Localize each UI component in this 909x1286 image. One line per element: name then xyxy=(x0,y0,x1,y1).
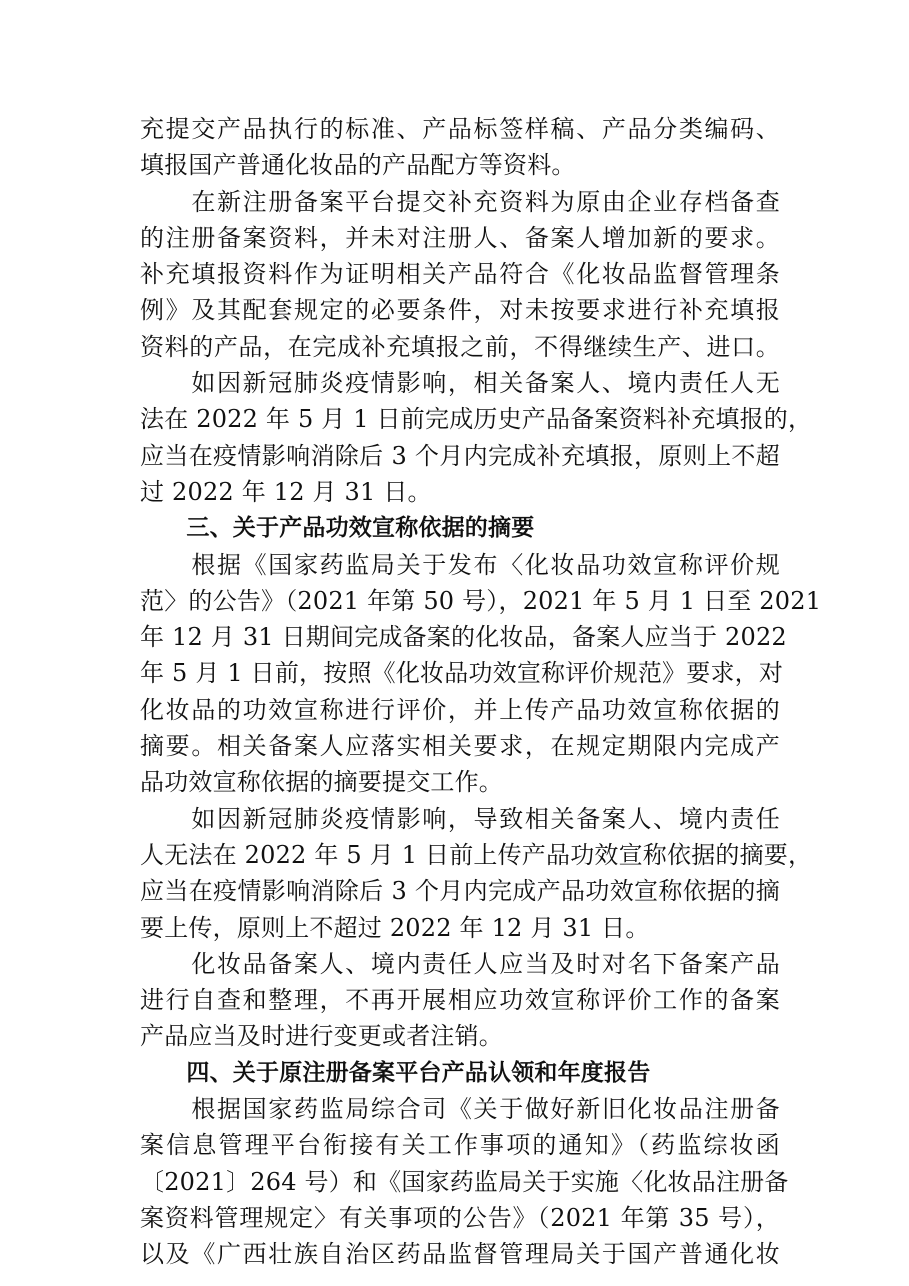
text-line: 根据国家药监局综合司《关于做好新旧化妆品注册备 xyxy=(140,1095,780,1124)
text-line: 填报国产普通化妆品的产品配方等资料。 xyxy=(140,151,576,180)
text-line: 摘要。相关备案人应落实相关要求，在规定期限内完成产 xyxy=(140,732,780,761)
text-line: 应当在疫情影响消除后 3 个月内完成补充填报，原则上不超 xyxy=(140,441,780,470)
text-line: 充提交产品执行的标准、产品标签样稿、产品分类编码、 xyxy=(140,115,780,143)
text-line: 年 12 月 31 日期间完成备案的化妆品，备案人应当于 2022 xyxy=(140,623,787,652)
document-body xyxy=(140,111,822,1273)
text-line: 例》及其配套规定的必要条件，对未按要求进行补充填报 xyxy=(140,296,780,325)
text-line: 应当在疫情影响消除后 3 个月内完成产品功效宣称依据的摘 xyxy=(140,877,780,906)
text-line: 如因新冠肺炎疫情影响，相关备案人、境内责任人无 xyxy=(140,369,780,398)
text-line: 以及《广西壮族自治区药品监督管理局关于国产普通化妆 xyxy=(140,1240,780,1269)
text-line: 要上传，原则上不超过 2022 年 12 月 31 日。 xyxy=(140,913,650,942)
text-line: 化妆品的功效宣称进行评价，并上传产品功效宣称依据的 xyxy=(140,695,780,724)
text-line: 化妆品备案人、境内责任人应当及时对名下备案产品 xyxy=(140,949,780,978)
section-heading: 四、关于原注册备案平台产品认领和年度报告 xyxy=(140,1059,651,1086)
text-line: 进行自查和整理，不再开展相应功效宣称评价工作的备案 xyxy=(140,986,780,1015)
text-line: 品功效宣称依据的摘要提交工作。 xyxy=(140,768,503,797)
text-line: 产品应当及时进行变更或者注销。 xyxy=(140,1022,503,1051)
text-line: 如因新冠肺炎疫情影响，导致相关备案人、境内责任 xyxy=(140,804,780,833)
text-line: 案信息管理平台衔接有关工作事项的通知》（药监综妆函 xyxy=(140,1131,780,1160)
text-line: 〔2021〕264 号）和《国家药监局关于实施〈化妆品注册备 xyxy=(140,1167,789,1196)
text-line: 过 2022 年 12 月 31 日。 xyxy=(140,477,432,506)
text-line: 法在 2022 年 5 月 1 日前完成历史产品备案资料补充填报的， xyxy=(140,405,813,434)
text-line: 的注册备案资料，并未对注册人、备案人增加新的要求。 xyxy=(140,223,780,252)
text-line: 人无法在 2022 年 5 月 1 日前上传产品功效宣称依据的摘要， xyxy=(140,840,813,869)
text-line: 年 5 月 1 日前，按照《化妆品功效宣称评价规范》要求，对 xyxy=(140,659,784,688)
text-line: 资料的产品，在完成补充填报之前，不得继续生产、进口。 xyxy=(140,332,780,361)
text-line: 案资料管理规定〉有关事项的公告》（2021 年第 35 号）， xyxy=(140,1203,780,1232)
text-line: 在新注册备案平台提交补充资料为原由企业存档备查 xyxy=(140,187,780,216)
section-heading: 三、关于产品功效宣称依据的摘要 xyxy=(140,515,535,542)
text-line: 根据《国家药监局关于发布〈化妆品功效宣称评价规 xyxy=(140,550,780,579)
text-line: 范〉的公告》（2021 年第 50 号），2021 年 5 月 1 日至 2021 xyxy=(140,586,822,615)
text-line: 补充填报资料作为证明相关产品符合《化妆品监督管理条 xyxy=(140,260,780,289)
